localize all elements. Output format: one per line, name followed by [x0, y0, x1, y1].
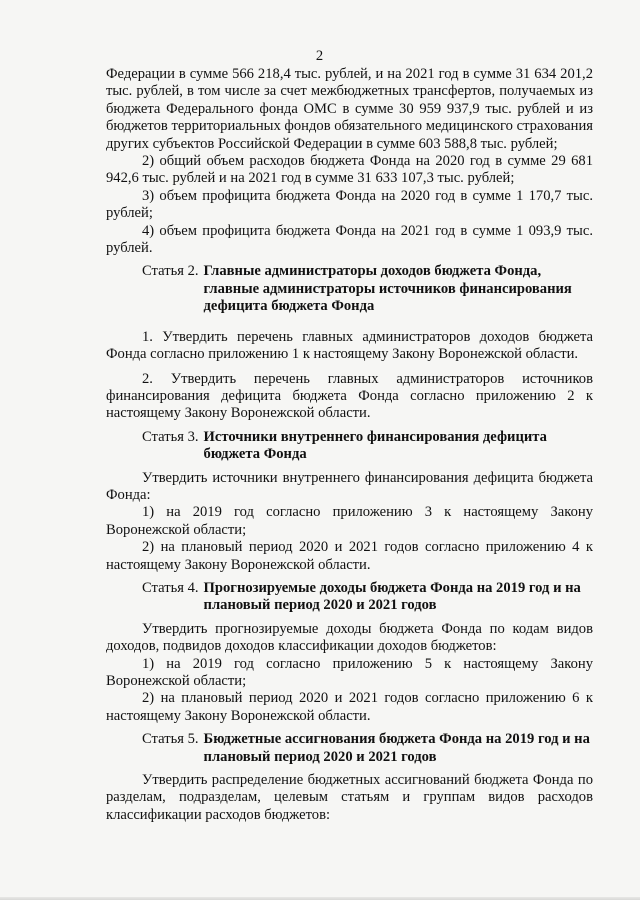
article-5-heading — [106, 731, 593, 766]
article-label: Статья 5. — [142, 731, 199, 748]
article-title: Прогнозируемые доходы бюджета Фонда на 2019 год и на плановый период 2020 и 2021 годов — [203, 579, 581, 614]
article-title: Источники внутреннего финансирования дефицита бюджета Фонда — [203, 428, 547, 463]
page-number: 2 — [315, 48, 324, 64]
article-label: Статья 3. — [142, 428, 199, 445]
article-4-paragraph: 1) на 2019 год согласно приложению 5 к настоящему Закону Воронежской области; — [106, 655, 593, 689]
article-label: Статья 2. — [142, 263, 199, 280]
article-4-heading — [106, 580, 593, 615]
article-3-paragraph: 2) на плановый период 2020 и 2021 годов согласно приложению 4 к настоящему Закону Воронежской области. — [106, 539, 593, 573]
article-3-paragraph: 1) на 2019 год согласно приложению 3 к настоящему Закону Воронежской области; — [106, 504, 593, 538]
article-4-paragraph: Утвердить прогнозируемые доходы бюджета Фонда по кодам видов доходов, подвидов доходов классификации доходов бюджетов: — [106, 620, 593, 655]
article-3-heading — [106, 429, 593, 464]
paragraph-item-2: 2) общий объем расходов бюджета Фонда на 2020 год в сумме 29 681 942,6 тыс. рублей и на 2021 год в сумме 31 633 107,3 тыс. рублей; — [106, 153, 593, 187]
article-2-paragraph: 2. Утвердить перечень главных администраторов источников финансирования дефицита бюджета Фонда согласно приложению 2 к настоящему Закону Воронежской области. — [106, 370, 593, 422]
article-4-paragraph: 2) на плановый период 2020 и 2021 годов согласно приложению 6 к настоящему Закону Воронежской области. — [106, 690, 593, 724]
paragraph-item-3: 3) объем профицита бюджета Фонда на 2020 год в сумме 1 170,7 тыс. рублей; — [106, 187, 593, 222]
article-5-paragraph: Утвердить распределение бюджетных ассигнований бюджета Фонда по разделам, подразделам, целевым статьям и группам видов расходов классификации расходов бюджетов: — [106, 772, 593, 823]
paragraph-continuation: Федерации в сумме 566 218,4 тыс. рублей, и на 2021 год в сумме 31 634 201,2 тыс. рублей, в том числе за счет межбюджетных трансфертов, получаемых из бюджета Федерального фонда ОМС в сумме 30 959 937,9 тыс. рублей и из бюджетов территориальных фондов обязательного медицинского страхования других субъектов Российской Федерации в сумме 603 588,8 тыс. рублей; — [106, 66, 593, 152]
article-2-paragraph: 1. Утвердить перечень главных администраторов доходов бюджета Фонда согласно приложению 1 к настоящему Закону Воронежской области. — [106, 328, 593, 363]
article-3-paragraph: Утвердить источники внутреннего финансирования дефицита бюджета Фонда: — [106, 469, 593, 503]
article-title: Бюджетные ассигнования бюджета Фонда на 2019 год и на плановый период 2020 и 2021 годов — [203, 731, 590, 765]
article-title: Главные администраторы доходов бюджета Фонда, главные администраторы источников финансирования дефицита бюджета Фонда — [203, 263, 572, 315]
article-label: Статья 4. — [142, 579, 199, 596]
article-2-heading — [106, 263, 593, 315]
paragraph-item-4: 4) объем профицита бюджета Фонда на 2021 год в сумме 1 093,9 тыс. рублей. — [106, 222, 593, 257]
